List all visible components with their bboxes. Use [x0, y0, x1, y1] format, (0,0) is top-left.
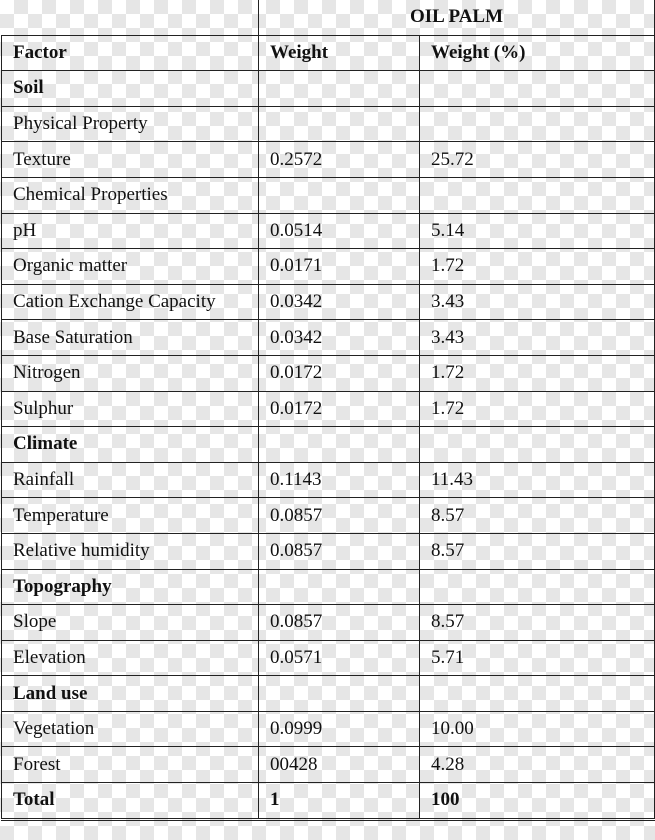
total-label: Total [2, 783, 259, 820]
total-weight: 1 [259, 783, 420, 820]
factor-cell: pH [2, 213, 259, 249]
factor-cell: Texture [2, 142, 259, 178]
table-row [2, 711, 655, 747]
total-percent: 100 [420, 783, 655, 820]
weight-percent-cell: 1.72 [420, 355, 655, 391]
weight-percent-cell: 25.72 [420, 142, 655, 178]
weights-table [1, 0, 655, 821]
weight-percent-cell: 8.57 [420, 605, 655, 641]
title-row [2, 0, 655, 35]
factor-cell: Soil [2, 71, 259, 107]
factor-cell: Land use [2, 676, 259, 712]
weight-cell: 0.2572 [259, 142, 420, 178]
factor-cell: Slope [2, 605, 259, 641]
weight-cell: 0.1143 [259, 462, 420, 498]
table-row [2, 533, 655, 569]
weight-percent-cell: 5.14 [420, 213, 655, 249]
factor-cell: Nitrogen [2, 355, 259, 391]
weight-cell: 0.0172 [259, 355, 420, 391]
category-row [2, 676, 655, 712]
weight-percent-cell: 1.72 [420, 249, 655, 285]
factor-cell: Rainfall [2, 462, 259, 498]
weight-cell: 0.0342 [259, 284, 420, 320]
weight-percent-cell: 5.71 [420, 640, 655, 676]
weight-cell [259, 569, 420, 605]
weight-percent-cell: 11.43 [420, 462, 655, 498]
weight-percent-cell: 8.57 [420, 533, 655, 569]
table-row [2, 355, 655, 391]
factor-cell: Topography [2, 569, 259, 605]
weight-percent-cell [420, 106, 655, 142]
table-row [2, 213, 655, 249]
header-weight-percent: Weight (%) [420, 35, 655, 71]
weight-cell [259, 71, 420, 107]
weight-cell [259, 676, 420, 712]
factor-cell: Organic matter [2, 249, 259, 285]
table-row [2, 391, 655, 427]
table-row [2, 284, 655, 320]
factor-cell: Elevation [2, 640, 259, 676]
table-row [2, 605, 655, 641]
weight-percent-cell [420, 177, 655, 213]
weight-cell [259, 427, 420, 463]
weight-cell: 00428 [259, 747, 420, 783]
weight-cell: 0.0857 [259, 605, 420, 641]
total-row [2, 783, 655, 820]
weight-cell: 0.0514 [259, 213, 420, 249]
table-row [2, 640, 655, 676]
table-row [2, 142, 655, 178]
factor-cell: Relative humidity [2, 533, 259, 569]
weight-cell: 0.0171 [259, 249, 420, 285]
table-row [2, 747, 655, 783]
table-row [2, 498, 655, 534]
factor-cell: Base Saturation [2, 320, 259, 356]
table-row [2, 462, 655, 498]
weight-cell: 0.0857 [259, 533, 420, 569]
subheading-row [2, 106, 655, 142]
weight-cell [259, 177, 420, 213]
weight-percent-cell: 3.43 [420, 284, 655, 320]
factor-cell: Forest [2, 747, 259, 783]
header-weight: Weight [259, 35, 420, 71]
header-row [2, 35, 655, 71]
weight-percent-cell [420, 676, 655, 712]
factor-cell: Physical Property [2, 106, 259, 142]
weight-cell: 0.0342 [259, 320, 420, 356]
factor-cell: Vegetation [2, 711, 259, 747]
subheading-row [2, 177, 655, 213]
weight-percent-cell: 8.57 [420, 498, 655, 534]
factor-cell: Temperature [2, 498, 259, 534]
weight-cell: 0.0999 [259, 711, 420, 747]
table-title: OIL PALM [259, 0, 655, 35]
factor-cell: Sulphur [2, 391, 259, 427]
weight-cell: 0.0571 [259, 640, 420, 676]
weight-percent-cell [420, 71, 655, 107]
table-row [2, 249, 655, 285]
weight-percent-cell: 3.43 [420, 320, 655, 356]
category-row [2, 71, 655, 107]
factor-cell: Cation Exchange Capacity [2, 284, 259, 320]
weight-percent-cell: 10.00 [420, 711, 655, 747]
weight-percent-cell [420, 427, 655, 463]
weight-cell: 0.0857 [259, 498, 420, 534]
factor-cell: Chemical Properties [2, 177, 259, 213]
weight-cell: 0.0172 [259, 391, 420, 427]
factor-cell: Climate [2, 427, 259, 463]
weight-percent-cell [420, 569, 655, 605]
category-row [2, 569, 655, 605]
weight-percent-cell: 4.28 [420, 747, 655, 783]
weight-percent-cell: 1.72 [420, 391, 655, 427]
category-row [2, 427, 655, 463]
header-factor: Factor [2, 35, 259, 71]
weight-cell [259, 106, 420, 142]
empty-corner-cell [2, 0, 259, 35]
table-row [2, 320, 655, 356]
